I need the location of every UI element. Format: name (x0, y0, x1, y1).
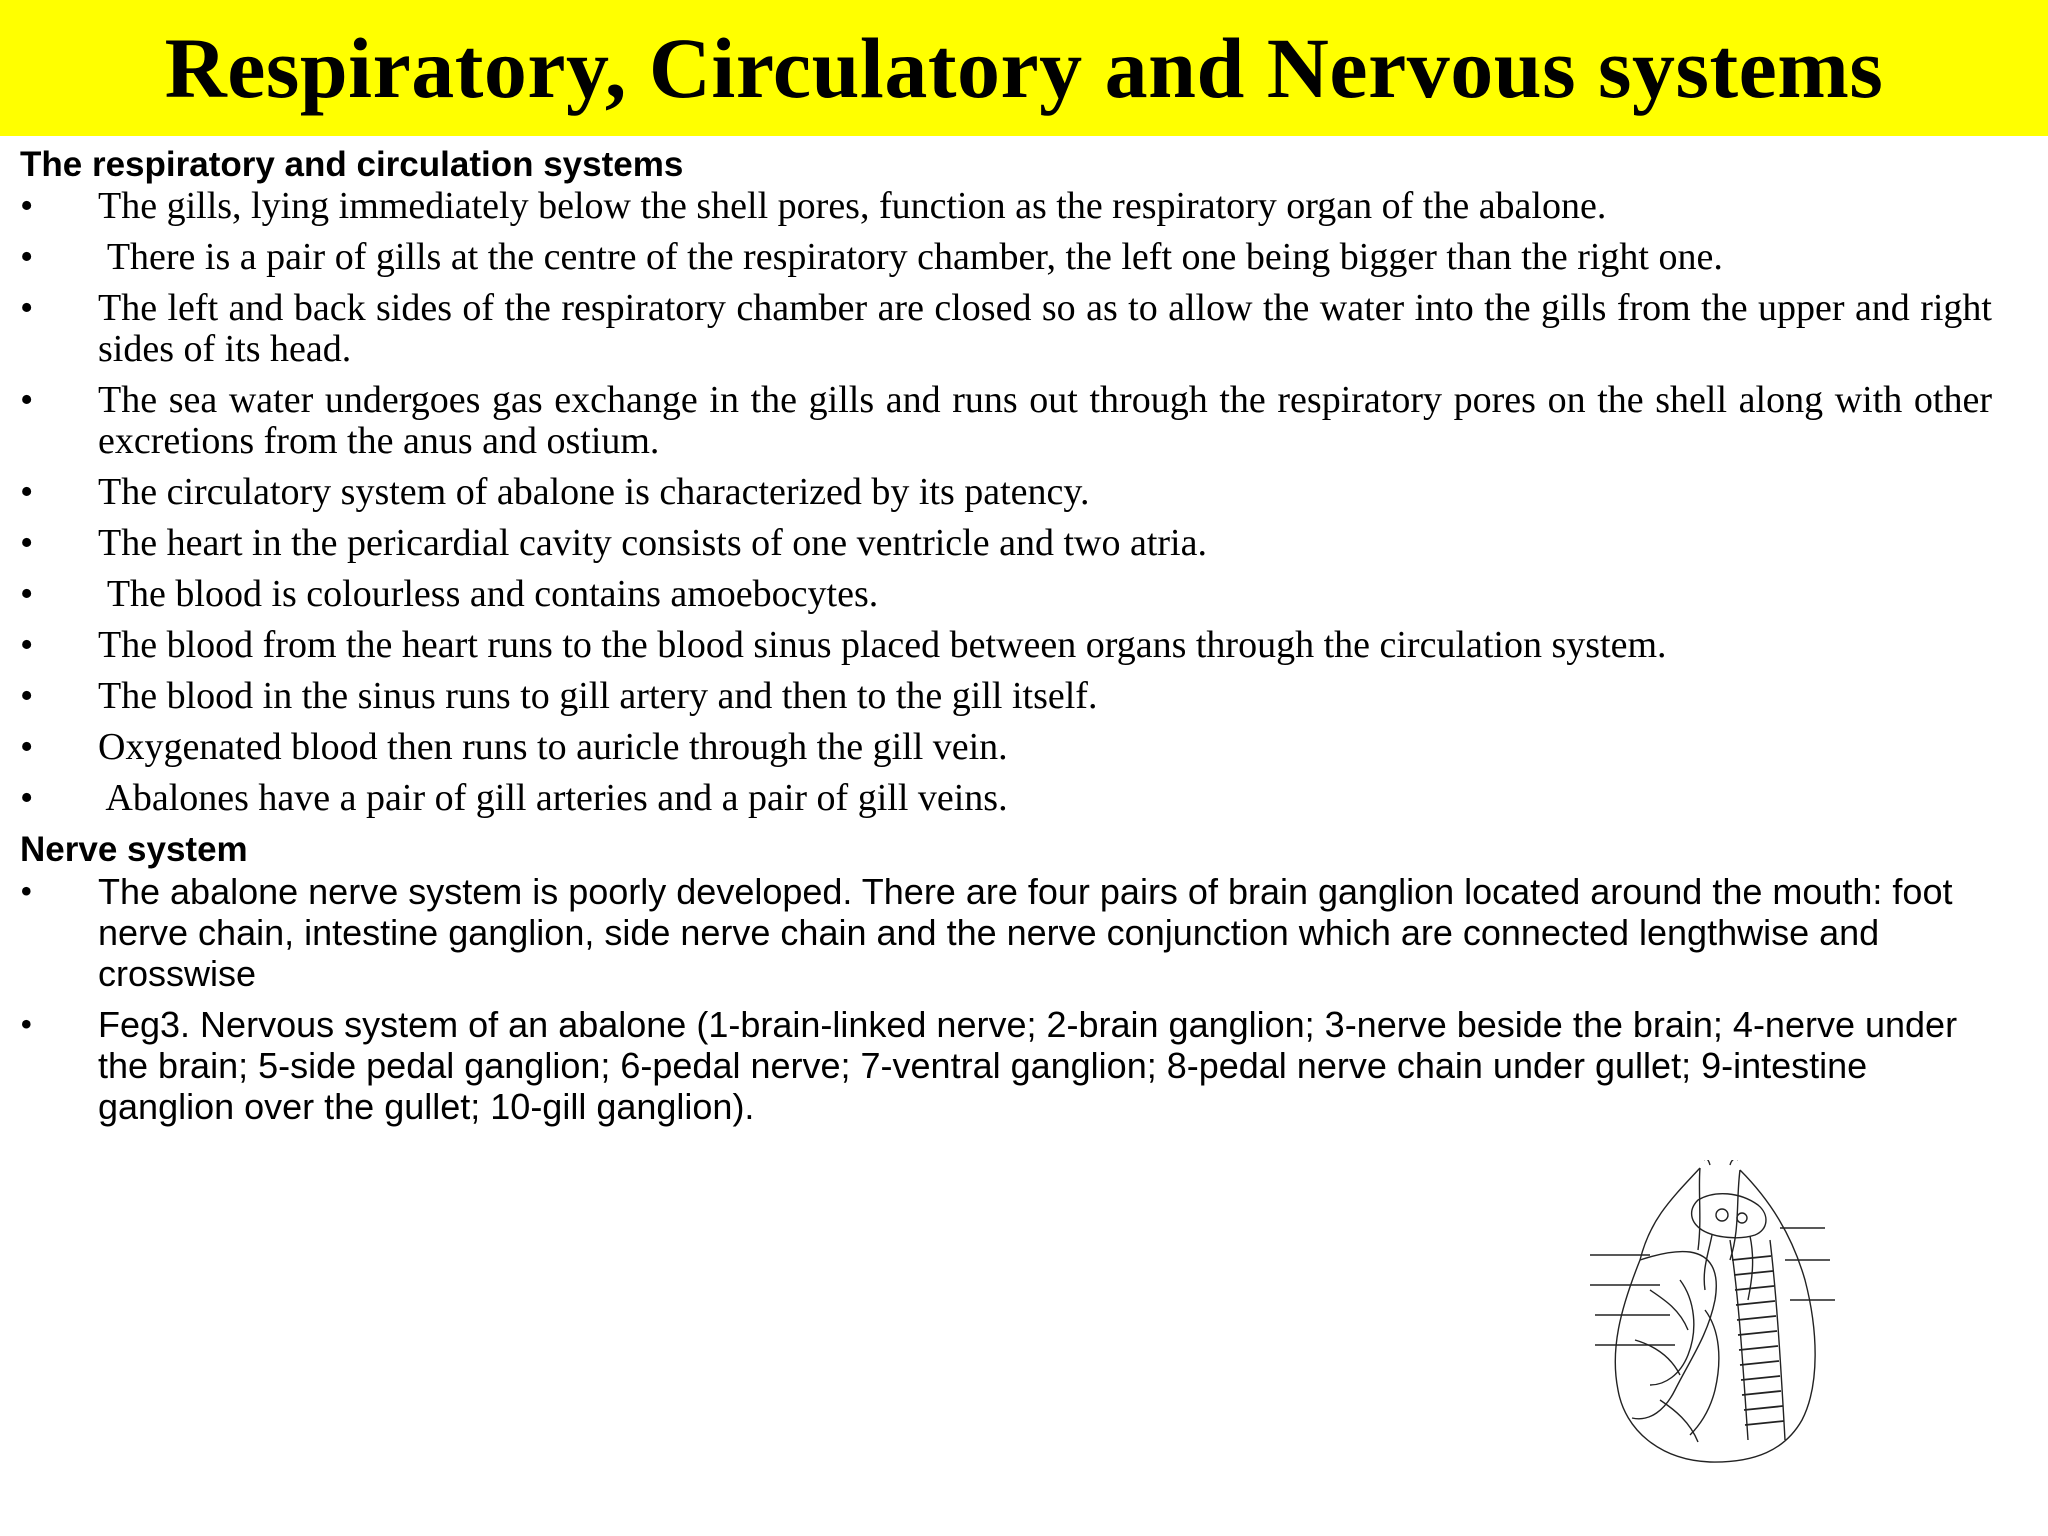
list-item-text: The left and back sides of the respiratory chamber are closed so as to allow the water into the gills from the upper and right sides of its head. (98, 287, 1992, 370)
section-heading-nerve: Nerve system (20, 830, 248, 869)
list-item-text: Oxygenated blood then runs to auricle through the gill vein. (98, 726, 1008, 768)
respiratory-bullet-list (20, 186, 1992, 829)
list-item (20, 288, 1992, 380)
page-title: Respiratory, Circulatory and Nervous systems (164, 20, 1884, 116)
list-item-text: Abalones have a pair of gill arteries and a pair of gill veins. (98, 777, 1008, 819)
list-item-text: Feg3. Nervous system of an abalone (1-brain-linked nerve; 2-brain ganglion; 3-nerve beside the brain; 4-nerve under the brain; 5-side pedal ganglion; 6-pedal nerve; 7-ventral ganglion; 8-pedal nerve chain under gullet; 9-intestine ganglion over the gullet; 10-gill ganglion). (98, 1004, 1958, 1127)
list-item (20, 380, 1992, 472)
list-item-text: The abalone nerve system is poorly developed. There are four pairs of brain ganglion located around the mouth: foot nerve chain, intestine ganglion, side nerve chain and the nerve conjunction which are connected lengthwise and crosswise (98, 871, 1953, 994)
list-item-text: The blood is colourless and contains amoebocytes. (98, 573, 879, 615)
list-item (20, 237, 1992, 288)
list-item (20, 1004, 1992, 1137)
slide-content (20, 144, 1992, 1137)
bullet-icon: • (20, 1004, 33, 1044)
list-item-text: There is a pair of gills at the centre of the respiratory chamber, the left one being bigger than the right one. (98, 236, 1723, 278)
section-heading-respiratory: The respiratory and circulation systems (20, 145, 684, 184)
abalone-nervous-system-figure (1580, 1160, 1860, 1470)
list-item (20, 625, 1992, 676)
bullet-icon: • (20, 471, 34, 513)
bullet-icon: • (20, 573, 34, 615)
list-item (20, 727, 1992, 778)
list-item-text: The circulatory system of abalone is characterized by its patency. (98, 471, 1090, 513)
list-item-text: The blood in the sinus runs to gill artery and then to the gill itself. (98, 675, 1098, 717)
list-item-text: The sea water undergoes gas exchange in the gills and runs out through the respiratory pores on the shell along with other excretions from the anus and ostium. (98, 379, 1992, 462)
bullet-icon: • (20, 287, 34, 329)
bullet-icon: • (20, 726, 34, 768)
list-item-text: The gills, lying immediately below the shell pores, function as the respiratory organ of the abalone. (98, 185, 1607, 227)
list-item (20, 523, 1992, 574)
bullet-icon: • (20, 777, 34, 819)
nerve-bullet-list (20, 871, 1992, 1137)
list-item-text: The blood from the heart runs to the blood sinus placed between organs through the circulation system. (98, 624, 1667, 666)
list-item (20, 676, 1992, 727)
list-item (20, 472, 1992, 523)
bullet-icon: • (20, 624, 34, 666)
abalone-nervous-system-drawing-icon (1580, 1160, 1860, 1470)
bullet-icon: • (20, 522, 34, 564)
list-item (20, 186, 1992, 237)
bullet-icon: • (20, 236, 34, 278)
bullet-icon: • (20, 675, 34, 717)
bullet-icon: • (20, 379, 34, 421)
list-item-text: The heart in the pericardial cavity consists of one ventricle and two atria. (98, 522, 1207, 564)
title-bar (0, 0, 2048, 136)
list-item (20, 871, 1992, 1004)
list-item (20, 574, 1992, 625)
bullet-icon: • (20, 871, 33, 911)
list-item (20, 778, 1992, 829)
bullet-icon: • (20, 185, 34, 227)
